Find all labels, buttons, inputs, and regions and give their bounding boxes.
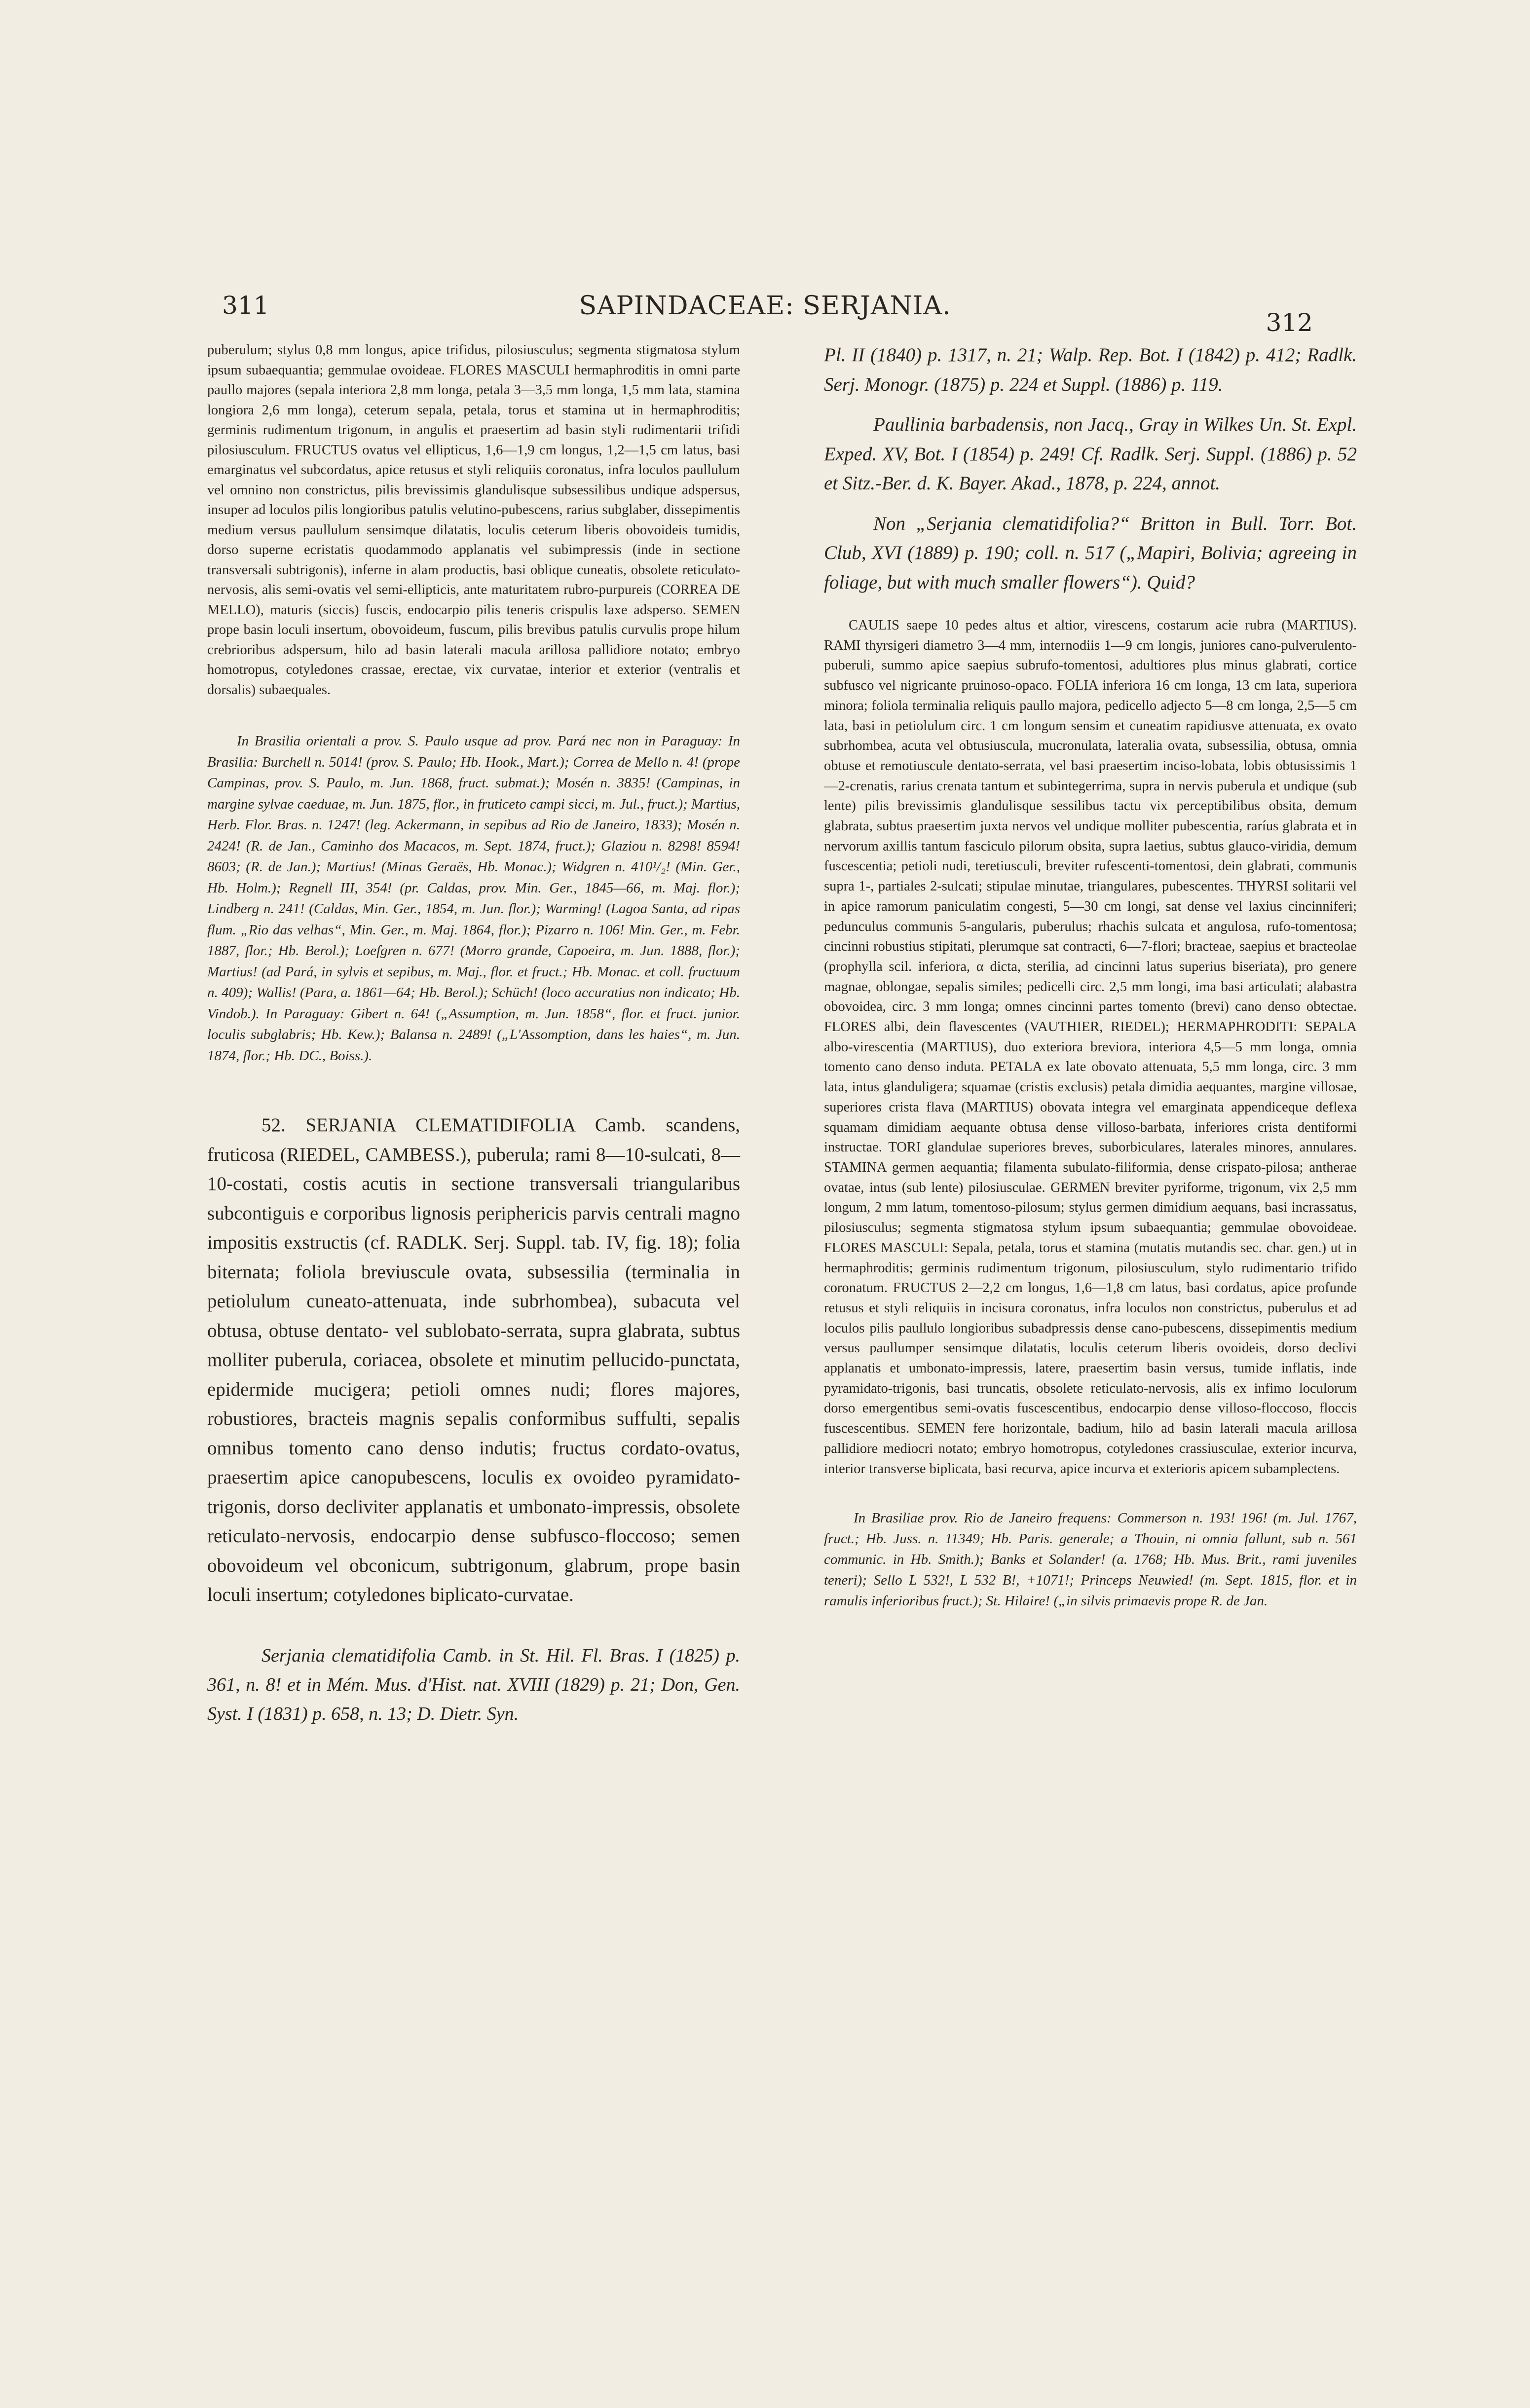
left-page-number: 311 bbox=[222, 291, 269, 320]
distribution-paragraph-right: In Brasiliae prov. Rio de Janeiro frequens: Commerson n. 193! 196! (m. Jul. 1767, fruct.; Hb. Juss. n. 11349; Hb. Paris. generale; a Thouin, ni omnia fallunt, sub n. 561 communic. in Hb. Smith.); Banks et Solander! (a. 1768; Hb. Mus. Brit., rami juveniles teneri); Sello L 532!, L 532 B!, +1071!; Princeps Neuwied! (m. Sept. 1815, flor. et in ramulis inferioribus fruct.); St. Hilaire! („in silvis primaevis prope R. de Jan. bbox=[824, 1510, 1357, 1609]
right-column bbox=[824, 340, 1357, 1611]
running-title: SAPINDACEAE: SERJANIA. bbox=[579, 291, 951, 321]
fruit-seed-description: puberulum; stylus 0,8 mm longus, apice trifidus, pilosiusculus; segmenta stigmatosa stylum ipsum subaequantia; gemmulae ovoideae. FLORES MASCULI hermaphroditis in omni parte paullo majores (sepala interiora 2,8 mm longa, petala 3—3,5 mm longa, 1,5 mm lata, stamina longiora 2,6 mm longa), ceterum sepala, petala, torus et stamina ut in hermaphroditis; germinis rudimentum trigonum, in angulis et praesertim ad basin styli rudimentarii trifidi pilosiusculum. FRUCTUS ovatus vel ellipticus, 1,6—1,9 cm longus, 1,2—1,5 cm latus, basi emarginatus vel subcordatus, apice retusus et styli reliquiis coronatus, infra loculos paullulum vel omnino non constrictus, pilis brevissimis glandulisque subsessilibus undique adspersus, insuper ad loculos pilis longioribus patulis velutino-pubescens, rarius subglaber, dissepimentis medium versus paullulum sensimque dilatatis, loculis ceterum liberis obovoideis tumidis, dorso superne ecristatis quodammodo applanatis vel subimpressis (inde in sectione transversali subtrigonis), inferne in alam productis, basi oblique cuneatis, obsolete reticulato-nervosis, alis semi-ovatis vel semi-ellipticis, ante maturitatem rubro-purpureis (CORREA DE MELLO), maturis (siccis) fuscis, endocarpio pilis teneris crispulis laxe adsperso. SEMEN prope basin loculi insertum, obovoideum, fuscum, pilis brevibus patulis curvulis prope hilum crebrioribus adspersum, hilo ad basin laterali macula arillosa pallidiore notato; embryo homotropus, cotyledones crassae, erectae, vix curvatae, interior et exterior (ventralis et dorsalis) subaequales. bbox=[207, 342, 740, 698]
synonymy-paragraph: Serjania clematidifolia Camb. in St. Hil. Fl. Bras. I (1825) p. 361, n. 8! et in Mém. Mus. d'Hist. nat. XVIII (1829) p. 21; Don, Gen. Syst. I (1831) p. 658, n. 13; D. Dietr. Syn. bbox=[207, 1645, 740, 1724]
right-page-number: 312 bbox=[1266, 308, 1313, 337]
species-heading: 52. SERJANIA CLEMATIDIFOLIA Camb. scandens, fruticosa (RIEDEL, CAMBESS.), puberula; rami 8—10-sulcati, 8—10-costati, costis acutis in sectione transversali triangularibus subcontiguis e corporibus lignosis periphericis parvis centrali magno impositis exstructis (cf. RADLK. Serj. Suppl. tab. IV, fig. 18); folia biternata; foliola breviuscule ovata, subsessilia (terminalia in petiolulum cuneato-attenuata, inde subrhombea), subacuta vel obtusa, obtuse dentato- vel sublobato-serrata, supra glabrata, subtus molliter puberula, coriacea, obsolete et minutim pellucido-punctata, epidermide mucigera; petioli omnes nudi; flores majores, robustiores, bracteis magnis sepalis conformibus suffulti, sepalis omnibus tomento cano denso indutis; fructus cordato-ovatus, praesertim apice canopubescens, loculis ex ovoideo pyramidato-trigonis, dorso decliviter applanatis et umbonato-impressis, obsolete reticulato-nervosis, endocarpio dense subfusco-floccoso; semen obovoideum vel obconicum, subtrigonum, glabrum, prope basin loculi insertum; cotyledones biplicato-curvatae. bbox=[207, 1114, 740, 1605]
left-column bbox=[207, 340, 740, 1729]
non-britton-note: Non „Serjania clematidifolia?“ Britton in Bull. Torr. Bot. Club, XVI (1889) p. 190; coll. n. 517 („Mapiri, Bolivia; agreeing in foliage, but with much smaller flowers“). Quid? bbox=[824, 513, 1357, 593]
synonymy-continued: Pl. II (1840) p. 1317, n. 21; Walp. Rep. Bot. I (1842) p. 412; Radlk. Serj. Monogr. (1875) p. 224 et Suppl. (1886) p. 119. bbox=[824, 344, 1357, 395]
distribution-paragraph: In Brasilia orientali a prov. S. Paulo usque ad prov. Pará nec non in Paraguay: In Brasilia: Burchell n. 5014! (prov. S. Paulo; Hb. Hook., Mart.); Correa de Mello n. 4! (prope Campinas, prov. S. Paulo, m. Jun. 1868, fruct. submat.); Mosén n. 3835! (Campinas, in margine sylvae caeduae, m. Jun. 1875, flor., in fruticeto campi sicci, m. Jul., fruct.); Martius, Herb. Flor. Bras. n. 1247! (leg. Ackermann, in sepibus ad Rio de Janeiro, 1833); Mosén n. 2424! (R. de Jan., Caminho dos Macacos, m. Sept. 1874, fruct.); Glaziou n. 8298! 8594! 8603; (R. de Jan.); Martius! (Minas Geraës, Hb. Monac.); Widgren n. 410¹/₂! (Min. Ger., Hb. Holm.); Regnell III, 354! (pr. Caldas, prov. Min. Ger., 1845—66, m. Maj. flor.); Lindberg n. 241! (Caldas, Min. Ger., 1854, m. Jun. flor.); Warming! (Lagoa Santa, ad ripas flum. „Rio das velhas“, Min. Ger., m. Maj. 1864, flor.); Pizarro n. 106! Min. Ger., m. Febr. 1887, flor.; Hb. Berol.); Loefgren n. 677! (Morro grande, Capoeira, m. Jun. 1888, flor.); Martius! (ad Pará, in sylvis et sepibus, m. Maj., flor. et fruct.; Hb. Monac. et coll. fructuum n. 409); Wallis! (Para, a. 1861—64; Hb. Berol.); Schüch! (loco accuratius non indicato; Hb. Vindob.). In Paraguay: Gibert n. 64! („Assumption, m. Jun. 1858“, flor. et fruct. junior. loculis subglabris; Hb. Kew.); Balansa n. 2489! („L'Assomption, dans les haies“, m. Jun. 1874, flor.; Hb. DC., Boiss.). bbox=[207, 733, 740, 1064]
page-header bbox=[197, 281, 1333, 337]
paullinia-synonym: Paullinia barbadensis, non Jacq., Gray in Wilkes Un. St. Expl. Exped. XV, Bot. I (1854) p. 249! Cf. Radlk. Serj. Suppl. (1886) p. 52 et Sitz.-Ber. d. K. Bayer. Akad., 1878, p. 224, annot. bbox=[824, 414, 1357, 494]
species-description: CAULIS saepe 10 pedes altus et altior, virescens, costarum acie rubra (MARTIUS). RAMI thyrsigeri diametro 3—4 mm, internodiis 1—9 cm longis, juniores cano-pulverulento-puberuli, summo apice saepius subrufo-tomentosi, adultiores plus minus glabrati, cortice subfusco vel nigricante pruinoso-opaco. FOLIA inferiora 16 cm longa, 13 cm lata, superiora minora; foliola terminalia reliquis paullo majora, pedicello adjecto 5—8 cm longa, 2,5—5 cm lata, basi in petiolulum circ. 1 cm longum sensim et cuneatim rapidiusve attenuata, ex ovato subrhombea, acuta vel obtusiuscula, mucronulata, lateralia ovata, subsessilia, obtusa, omnia obtuse et remotiuscule dentato-serrata, vel basi praesertim inciso-lobata, lobis obtusissimis 1—2-crenatis, rarius crenata tantum et subintegerrima, supra in nervis puberula et undique (sub lente) pilis brevissimis glandulisque sessilibus tactu vix perceptibilibus obsita, demum glabrata, subtus praesertim juxta nervos vel undique molliter pubescentia, raríus glabrata et in nervorum axillis tantum fasciculo pilorum obsita, supra laetius, subtus glauco-viridia, demum fuscescentia; petioli nudi, teretiusculi, breviter rufescenti-tomentosi, dein glabrati, communis supra 1-, partiales 2-sulcati; stipulae minutae, triangulares, pubescentes. THYRSI solitarii vel in apice ramorum paniculatim congesti, 5—30 cm longi, sat dense vel laxius cincinniferi; pedunculus communis 5-angularis, puberulus; rhachis sulcata et angulosa, rufo-tomentosa; cincinni robustius stipitati, plerumque sat contracti, 6—7-flori; bracteae, saepius et bracteolae (prophylla scil. inferiora, α dicta, sterilia, ad cincinni latus superius biseriata), pro genere magnae, oblongae, sepalis similes; pedicelli circ. 2,5 mm longi, ima basi articulati; alabastra obovoidea, circ. 3 mm longa; omnes cincinni partes tomento (brevi) cano denso obtectae. FLORES albi, dein flavescentes (VAUTHIER, RIEDEL); HERMAPHRODITI: SEPALA albo-virescentia (MARTIUS), duo exteriora breviora, interiora 4,5—5 mm longa, omnia tomento cano denso induta. PETALA ex late obovato attenuata, 5,5 mm longa, circ. 3 mm lata, intus glanduligera; squamae (cristis exclusis) petala dimidia aequantes, margine villosae, superiores crista flava (MARTIUS) obovata integra vel emarginata appendiceque deflexa squamam dimidiam aequante obtusa dense villoso-barbata, inferiores crista dentiformi instructae. TORI glandulae superiores breves, suborbiculares, laterales minores, annulares. STAMINA germen aequantia; filamenta subulato-filiformia, dense crispato-pilosa; antherae ovatae, intus (sub lente) pilosiusculae. GERMEN breviter pyriforme, trigonum, vix 2,5 mm longum, 2 mm latum, tomentoso-pilosum; stylus germen dimidium aequans, basi incrassatus, pilosiusculus; segmenta stigmatosa stylum ipsum subaequantia; gemmulae obovoideae. FLORES MASCULI: Sepala, petala, torus et stamina (mutatis mutandis sec. char. gen.) ut in hermaphroditis; germinis rudimentum trigonum, pilosiusculum, stylo rudimentario trifido coronatum. FRUCTUS 2—2,2 cm longus, 1,6—1,8 cm latus, basi cordatus, apice profunde retusus et styli reliquiis in incisura coronatus, infra loculos non constrictus, puberulus et ad loculos pilis paullulo longioribus subadpressis dense cano-pubescens, dissepimentis medium versus paullumper sensimque dilatatis, loculis ceterum liberis ovoideis, dorso declivi applanatis et umbonato-impressis, latere, praesertim basin versus, tumide inflatis, inde pyramidato-trigonis, basi truncatis, obsolete reticulato-nervosis, alis ex infimo loculorum dorso emergentibus semi-ovatis fuscescentibus, endocarpio dense villoso-floccoso, floccis fuscescentibus. SEMEN fere horizontale, badium, hilo ad basin laterali macula arillosa pallidiore mediocri notato; embryo homotropus, cotyledones crassiusculae, exterior incurva, interior transverse biplicata, basi recurva, apice incurva et exterioris apicem subamplectens. bbox=[824, 618, 1357, 1477]
